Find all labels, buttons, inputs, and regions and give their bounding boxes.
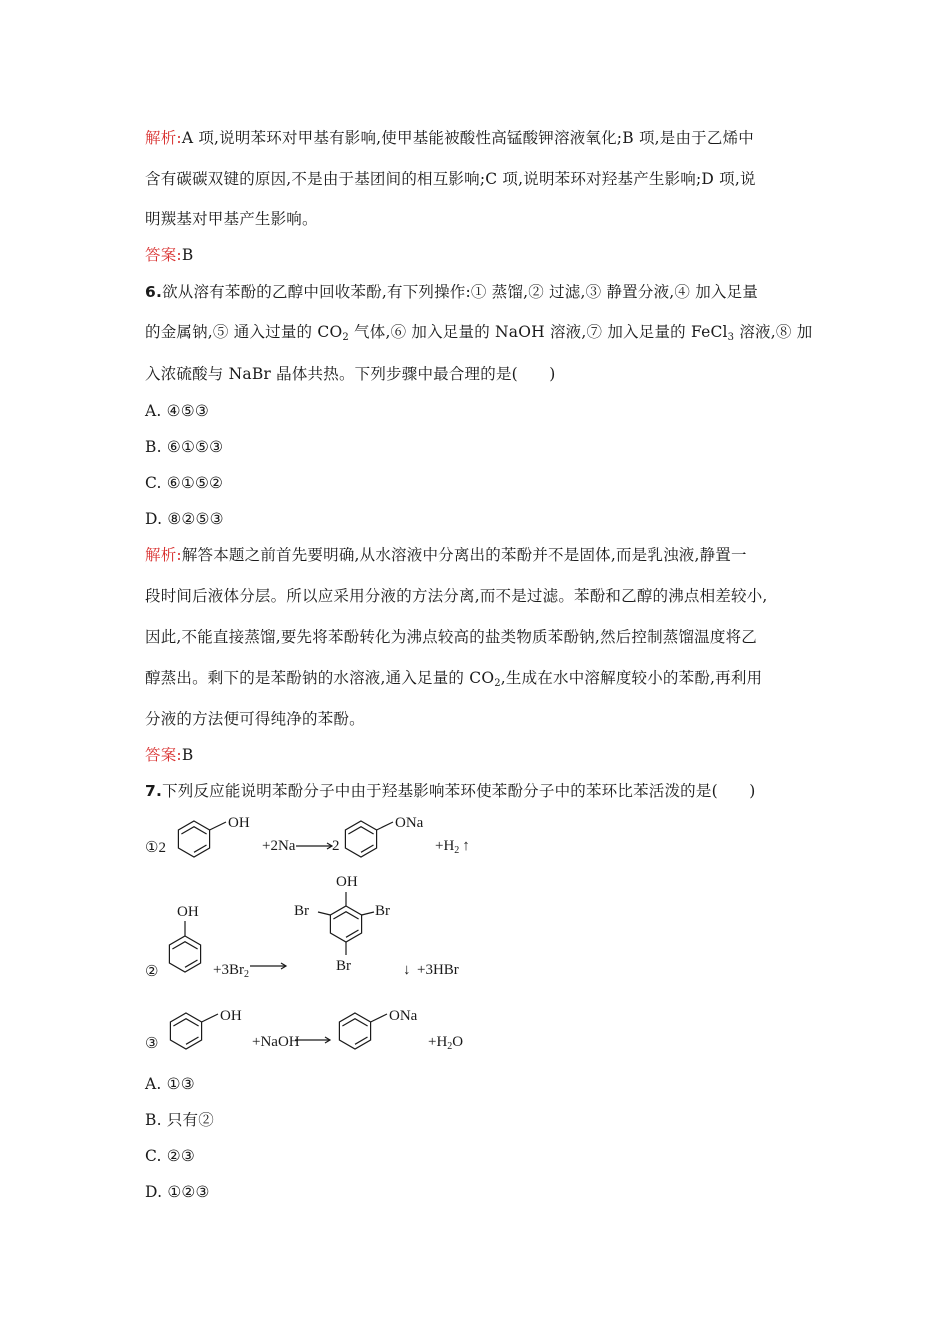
q6-stem-sub-co2: 2 <box>342 332 349 343</box>
r3-h: +H <box>428 1034 448 1050</box>
q7-option-c: C. ②③ <box>145 1147 195 1165</box>
r2-br-right: Br <box>375 903 390 919</box>
r1-h2-sub: 2 <box>454 845 460 856</box>
q6-option-a: A. ④⑤③ <box>145 402 209 420</box>
q5-analysis-line-3: 明羰基对甲基产生影响。 <box>145 210 318 228</box>
q5-answer-label: 答案: <box>145 246 182 264</box>
q6-analysis-4b: ,生成在水中溶解度较小的苯酚,再利用 <box>500 669 763 687</box>
r2-reagent <box>213 962 249 979</box>
r1-coefficient: 2 <box>332 838 340 854</box>
r1-number: ①2 <box>145 840 166 856</box>
q7-stem-text: 下列反应能说明苯酚分子中由于羟基影响苯环使苯酚分子中的苯环比苯活泼的是( ) <box>162 782 756 800</box>
r3-number: ③ <box>145 1036 159 1052</box>
r2-precipitate-arrow: ↓ <box>403 962 411 978</box>
r3-reagent: +NaOH <box>252 1034 300 1050</box>
r3-oh-label: OH <box>220 1008 242 1024</box>
r2-br2-sub: 2 <box>243 969 249 980</box>
q6-analysis-line-3: 因此,不能直接蒸馏,要先将苯酚转化为沸点较高的盐类物质苯酚钠,然后控制蒸馏温度将乙 <box>145 628 757 646</box>
r1-product-ring <box>345 821 393 857</box>
r2-number: ② <box>145 964 159 980</box>
r2-br-bottom: Br <box>336 958 351 974</box>
q7-number: 7. <box>145 782 163 800</box>
r3-phenol-ring <box>170 1013 218 1049</box>
q6-analysis-4a: 醇蒸出。剩下的是苯酚钠的水溶液,通入足量的 CO <box>145 669 495 687</box>
r3-product-ring <box>339 1013 387 1049</box>
r3-ona-label: ONa <box>389 1008 418 1024</box>
q6-option-d: D. ⑧②⑤③ <box>145 510 224 528</box>
r2-hbr: +3HBr <box>417 962 459 978</box>
q5-answer-value: B <box>181 246 194 264</box>
r3-water <box>428 1034 463 1051</box>
r1-hydrogen <box>435 838 470 855</box>
q6-analysis-sub-co2: 2 <box>494 678 501 689</box>
q6-stem-line-3: 入浓硫酸与 NaBr 晶体共热。下列步骤中最合理的是( ) <box>145 365 556 383</box>
q6-stem-2a: 的金属钠,⑤ 通入过量的 CO <box>145 323 343 341</box>
r2-phenol-ring <box>169 921 200 972</box>
r1-oh-label: OH <box>228 815 250 831</box>
q6-option-c: C. ⑥①⑤② <box>145 474 224 492</box>
q6-stem-2b: 气体,⑥ 加入足量的 NaOH 溶液,⑦ 加入足量的 FeCl <box>348 323 728 341</box>
q7-option-d: D. ①②③ <box>145 1183 210 1201</box>
r1-ona-label: ONa <box>395 815 424 831</box>
q6-option-b: B. ⑥①⑤③ <box>145 438 224 456</box>
r1-h: +H <box>435 838 455 854</box>
r2-product-ring <box>318 892 374 955</box>
r1-gas-arrow: ↑ <box>462 838 470 854</box>
q6-analysis-label: 解析: <box>145 546 182 564</box>
q7-option-a: A. ①③ <box>145 1075 195 1093</box>
q5-analysis-text-1: A 项,说明苯环对甲基有影响,使甲基能被酸性高锰酸钾溶液氧化;B 项,是由于乙烯中 <box>181 129 754 147</box>
r2-br-left: Br <box>294 903 309 919</box>
q5-analysis-label: 解析: <box>145 129 182 147</box>
q6-analysis-line-2: 段时间后液体分层。所以应采用分液的方法分离,而不是过滤。苯酚和乙醇的沸点相差较小, <box>145 587 768 605</box>
q6-stem-text-1: 欲从溶有苯酚的乙醇中回收苯酚,有下列操作:① 蒸馏,② 过滤,③ 静置分液,④ 加入足量 <box>162 283 759 301</box>
q6-stem-2c: 溶液,⑧ 加 <box>734 323 813 341</box>
r1-reagent: +2Na <box>262 838 296 854</box>
q6-answer-value: B <box>181 746 194 764</box>
r2-oh-label: OH <box>177 904 199 920</box>
q6-stem-sub-fecl3: 3 <box>727 332 735 343</box>
q5-analysis-line-2: 含有碳碳双键的原因,不是由于基团间的相互影响;C 项,说明苯环对羟基产生影响;D 项,说 <box>145 170 756 188</box>
r3-o: O <box>452 1034 464 1050</box>
r2-br2: +3Br <box>213 962 244 978</box>
r2-product-oh: OH <box>336 874 358 890</box>
r1-phenol-ring <box>178 821 226 857</box>
q7-option-b: B. 只有② <box>145 1111 214 1129</box>
q6-analysis-text-1: 解答本题之前首先要明确,从水溶液中分离出的苯酚并不是固体,而是乳浊液,静置一 <box>181 546 747 564</box>
q6-number: 6. <box>145 283 163 301</box>
r3-h2o-sub: 2 <box>447 1041 453 1052</box>
q6-analysis-line-5: 分液的方法便可得纯净的苯酚。 <box>145 710 365 728</box>
q6-answer-label: 答案: <box>145 746 182 764</box>
